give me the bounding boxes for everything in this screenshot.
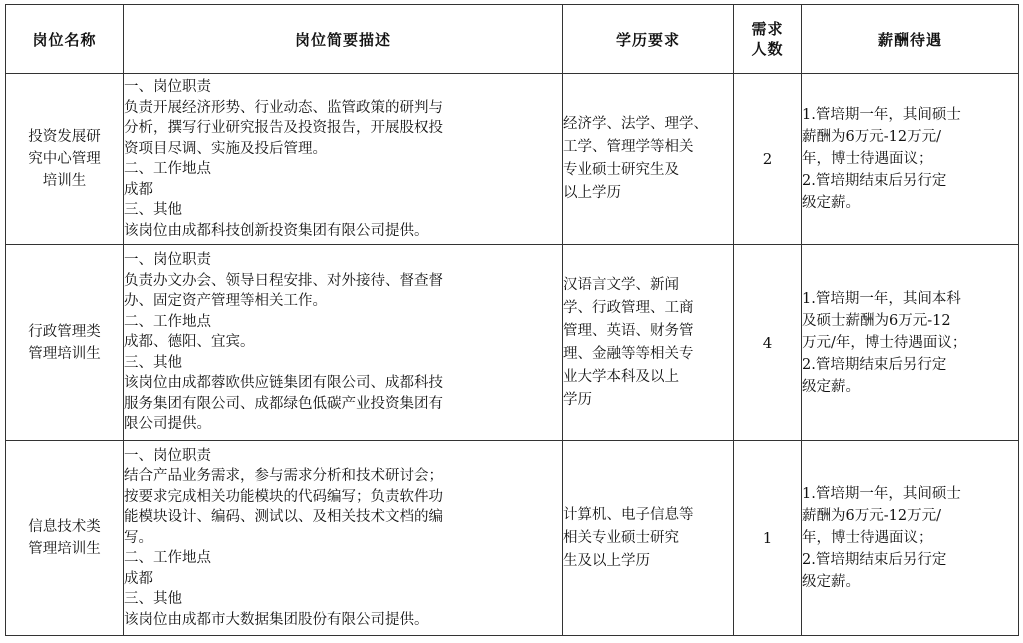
description-line: 结合产品业务需求，参与需求分析和技术研讨会； [124,468,443,485]
salary-line: 1.管培期一年，其间硕士 [802,107,961,123]
header-education: 学历要求 [563,5,734,74]
salary-line: 年，博士待遇面议； [802,151,933,167]
position-name-line: 管理培训生 [28,541,101,557]
education-cell [563,441,734,636]
education-line: 学历 [563,391,592,408]
header-salary: 薪酬待遇 [802,5,1019,74]
salary-line: 万元/年，博士待遇面议； [802,334,967,351]
description-line: 写。 [124,529,153,546]
description-line: 该岗位由成都蓉欧供应链集团有限公司、成都科技 [124,375,443,392]
salary-cell [802,441,1019,636]
description-line: 三、其他 [124,202,182,218]
position-name-line: 行政管理类 [28,323,101,340]
description-line: 能模块设计、编码、测试以、及相关技术文档的编 [124,509,443,526]
header-position-name: 岗位名称 [6,5,124,74]
salary-line: 级定薪。 [802,195,860,211]
header-headcount [734,5,802,74]
table-row [6,245,1019,441]
education-line: 生及以上学历 [563,552,650,569]
position-name-line: 投资发展研 [28,129,101,145]
position-name-cell [6,74,124,245]
description-cell [124,74,563,245]
education-line: 业大学本科及以上 [563,368,679,385]
description-line: 一、岗位职责 [124,252,211,269]
education-cell [563,245,734,441]
job-table [5,4,1019,636]
description-line: 成都 [124,570,153,587]
description-line: 服务集团有限公司、成都绿色低碳产业投资集团有 [124,395,443,412]
education-line: 相关专业硕士研究 [563,529,679,546]
salary-line: 2.管培期结束后另行定 [802,552,947,568]
position-name-cell [6,441,124,636]
table-row [6,74,1019,245]
salary-line: 2.管培期结束后另行定 [802,173,947,189]
description-line: 一、岗位职责 [124,447,211,464]
salary-line: 1.管培期一年，其间本科 [802,290,961,307]
description-line: 二、工作地点 [124,161,211,177]
education-cell [563,74,734,245]
header-headcount-line-1: 需求 [751,20,784,38]
header-headcount-line-2: 人数 [751,40,784,58]
education-line: 专业硕士研究生及 [563,162,679,178]
table-header-row [6,5,1019,74]
description-line: 成都 [124,181,153,198]
description-cell [124,245,563,441]
headcount-cell: 4 [734,245,802,441]
education-line: 管理、英语、财务管 [563,322,694,339]
education-line: 理、金融等等相关专 [563,345,694,362]
education-line: 工学、管理学等相关 [563,139,694,155]
description-line: 按要求完成相关功能模块的代码编写；负责软件功 [124,488,443,505]
salary-cell [802,74,1019,245]
header-description: 岗位简要描述 [124,5,563,74]
education-line: 经济学、法学、理学、 [563,116,708,132]
salary-line: 1.管培期一年，其间硕士 [802,486,961,502]
description-line: 限公司提供。 [124,416,211,433]
description-line: 负责办文办会、领导日程安排、对外接待、督查督 [124,272,443,289]
salary-line: 薪酬为6万元-12万元/ [802,508,941,524]
description-line: 一、岗位职责 [124,79,211,95]
description-line: 办、固定资产管理等相关工作。 [124,293,327,310]
position-name-line: 管理培训生 [28,345,101,362]
salary-line: 2.管培期结束后另行定 [802,356,947,373]
description-line: 资项目尽调、实施及投后管理。 [124,140,327,157]
education-line: 汉语言文学、新闻 [563,276,679,293]
headcount-cell: 2 [734,74,802,245]
salary-line: 薪酬为6万元-12万元/ [802,129,941,145]
description-line: 成都、德阳、宜宾。 [124,334,255,351]
description-cell [124,441,563,636]
description-line: 该岗位由成都市大数据集团股份有限公司提供。 [124,611,429,628]
position-name-line: 究中心管理 [28,151,101,167]
salary-cell [802,245,1019,441]
salary-line: 级定薪。 [802,574,860,590]
salary-line: 级定薪。 [802,378,860,395]
headcount-cell: 1 [734,441,802,636]
description-line: 该岗位由成都科技创新投资集团有限公司提供。 [124,222,429,239]
table-row [6,441,1019,636]
description-line: 二、工作地点 [124,313,211,330]
education-line: 学、行政管理、工商 [563,299,694,316]
salary-line: 年，博士待遇面议； [802,530,933,546]
description-line: 二、工作地点 [124,550,211,567]
description-line: 分析，撰写行业研究报告及投资报告，开展股权投 [124,120,443,136]
education-line: 计算机、电子信息等 [563,506,694,523]
description-line: 三、其他 [124,354,182,371]
position-name-line: 信息技术类 [28,519,101,535]
position-name-line: 培训生 [42,173,87,189]
position-name-cell [6,245,124,441]
description-line: 三、其他 [124,591,182,608]
description-line: 负责开展经济形势、行业动态、监管政策的研判与 [124,99,443,116]
salary-line: 及硕士薪酬为6万元-12 [802,312,951,329]
education-line: 以上学历 [563,185,621,201]
